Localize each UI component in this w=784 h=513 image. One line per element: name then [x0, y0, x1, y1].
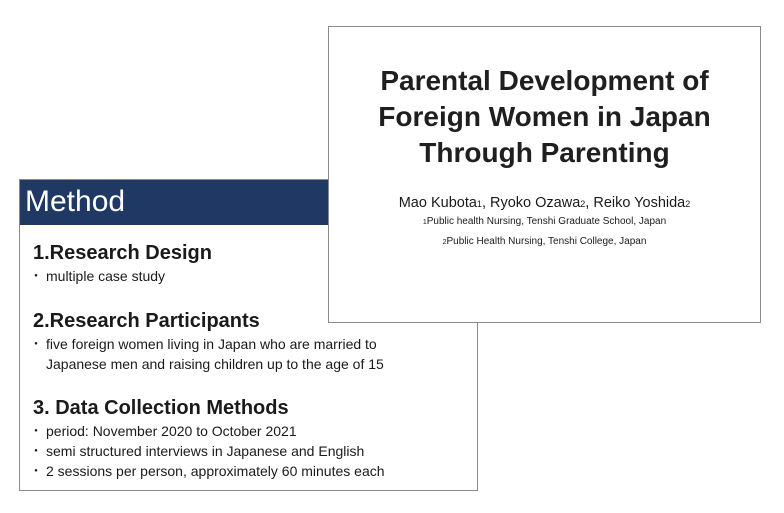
affil-text: Public Health Nursing, Tenshi College, Japan — [446, 236, 647, 247]
author-list — [329, 193, 760, 214]
bullet-text-continued: Japanese men and raising children up to the age of 15 — [46, 356, 384, 372]
author-affil-mark: 1 — [476, 199, 482, 209]
title-line: Parental Development of — [380, 65, 709, 96]
title-line: Foreign Women in Japan — [378, 101, 711, 132]
section-heading-research-participants: 2.Research Participants — [33, 310, 260, 332]
author-name: Reiko Yoshida — [593, 195, 686, 211]
bullet-dot: ・ — [29, 463, 43, 479]
affiliation — [329, 215, 760, 230]
author-name: Mao Kubota — [398, 195, 477, 211]
bullet-text: multiple case study — [46, 268, 166, 284]
affil-mark: 1 — [422, 219, 427, 226]
bullet-item — [29, 267, 165, 285]
section-heading-research-design: 1.Research Design — [33, 242, 212, 264]
bullet-item — [29, 462, 385, 480]
bullet-dot: ・ — [29, 423, 43, 439]
title-slide — [328, 26, 761, 323]
author-affil-mark: 2 — [685, 199, 691, 209]
author-separator: , — [585, 195, 590, 211]
bullet-dot: ・ — [29, 443, 43, 459]
bullet-text: five foreign women living in Japan who are married to — [46, 336, 377, 352]
bullet-text: semi structured interviews in Japanese and English — [46, 443, 365, 459]
section-heading-data-collection: 3. Data Collection Methods — [33, 397, 289, 419]
method-title: Method — [25, 185, 126, 218]
bullet-text: 2 sessions per person, approximately 60 minutes each — [46, 463, 385, 479]
bullet-item — [29, 422, 297, 440]
bullet-dot: ・ — [29, 268, 43, 284]
bullet-item — [29, 442, 364, 460]
author-affil-mark: 2 — [580, 199, 586, 209]
bullet-dot: ・ — [29, 336, 43, 352]
author-name: Ryoko Ozawa — [490, 195, 581, 211]
title-line: Through Parenting — [419, 137, 670, 168]
bullet-item — [29, 335, 377, 353]
affil-mark: 2 — [442, 239, 447, 246]
affil-text: Public health Nursing, Tenshi Graduate School, Japan — [426, 216, 667, 227]
bullet-text: period: November 2020 to October 2021 — [46, 423, 297, 439]
author-separator: , — [481, 195, 486, 211]
presentation-title — [329, 63, 760, 171]
affiliation — [329, 235, 760, 250]
